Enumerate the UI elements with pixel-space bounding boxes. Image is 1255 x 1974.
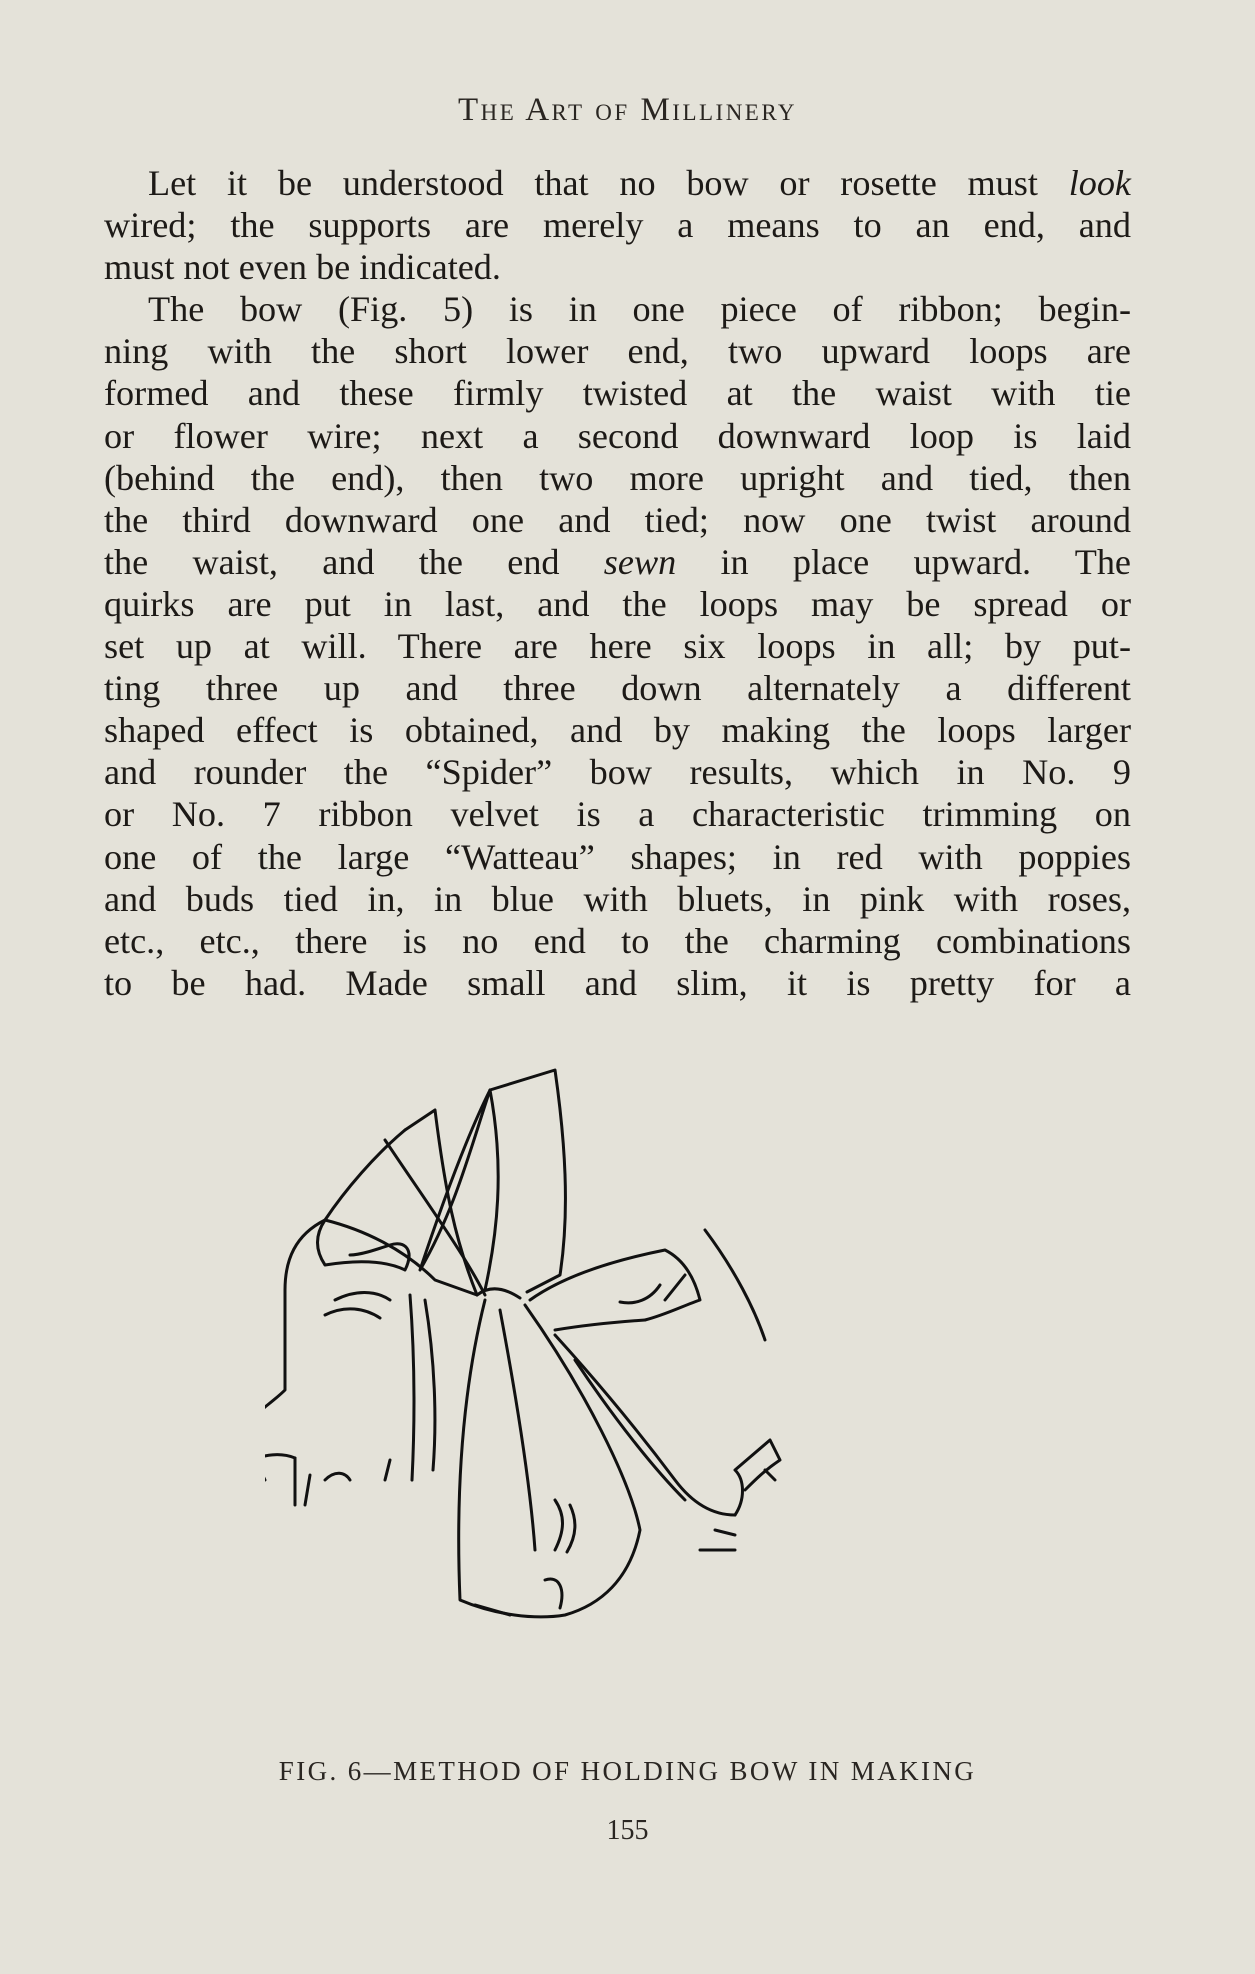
figure-caption: FIG. 6—METHOD OF HOLDING BOW IN MAKING [278,1756,977,1786]
text-run: must not even be indicated. [104,247,501,288]
left-hand-ribbon-end [410,1295,435,1480]
text-run: ting three up and three down alternately a different [104,668,1131,709]
text-line [104,162,1131,204]
text-run: formed and these firmly twisted at the waist with tie [104,373,1131,414]
text-line [104,625,1131,667]
text-run: quirks are put in last, and the loops may be spread or [104,583,1131,624]
text-line [104,541,1131,583]
text-line [104,920,1131,962]
text-line [104,499,1131,541]
text-run: The bow (Fig. 5) is in one piece of ribbon; begin- [148,289,1131,330]
text-run: (behind the end), then two more upright and tied, then [104,457,1131,498]
text-line [104,583,1131,625]
text-run: shaped effect is obtained, and by making the loops larger [104,710,1131,751]
text-line [104,246,1131,288]
emphasis-text: sewn [603,541,677,582]
text-line [104,751,1131,793]
bow-loop-inner [485,1090,498,1290]
text-line [104,415,1131,457]
text-run: etc., etc., there is no end to the charming combinations [104,920,1131,961]
text-line [104,709,1131,751]
right-hand-finger [555,1320,645,1330]
text-run: and rounder the “Spider” bow results, which in No. 9 [104,752,1131,793]
text-line [104,962,1131,1004]
right-hand-wrist [705,1230,765,1340]
text-line [104,204,1131,246]
body-text [104,162,1131,1004]
bow-loop-lower-tip [475,1579,562,1615]
text-run: the waist, and the end [104,541,604,582]
text-line [104,372,1131,414]
text-line [104,878,1131,920]
right-hand-back [530,1250,700,1320]
bow-loop-upper [490,1070,565,1292]
emphasis-text: look [1068,163,1131,203]
text-run: set up at will. There are here six loops in all; by put- [104,626,1131,667]
left-hand-outline [265,1220,325,1460]
text-run: Let it be understood that no bow or rosette must [148,163,1069,203]
text-run: ning with the short lower end, two upward loops are [104,331,1131,372]
text-line [104,667,1131,709]
running-head: The Art of Millinery [457,92,798,128]
left-hand-cuff-marks [265,1458,390,1505]
left-hand-fingers [325,1293,390,1319]
bow-loop-back [405,1110,477,1295]
text-run: to be had. Made small and slim, it is pretty for a [104,962,1131,1003]
left-hand-thumb [318,1220,410,1270]
bow-drawing [265,1060,990,1710]
bow-loop-lower [459,1300,640,1617]
bow-loop-left [325,1130,477,1295]
bow-loop-lower-fold [500,1310,535,1550]
page-number: 155 [606,1815,649,1846]
text-line [104,793,1131,835]
bow-fold-left [385,1140,485,1295]
text-run: or flower wire; next a second downward loop is laid [104,415,1131,456]
bow-loop-lower-crease [555,1500,575,1552]
text-line [104,457,1131,499]
text-run: or No. 7 ribbon velvet is a characteristic trimming on [104,794,1131,835]
text-run: in place upward. The [676,541,1131,582]
figure-bow-illustration [265,1060,990,1710]
text-run: the third downward one and tied; now one twist around [104,499,1131,540]
bow-loop-right-fold [575,1360,685,1500]
text-run: and buds tied in, in blue with bluets, in pink with roses, [104,878,1131,919]
text-line [104,330,1131,372]
right-hand-knuckles [620,1275,685,1303]
text-line [104,836,1131,878]
text-line [104,288,1131,330]
text-run: wired; the supports are merely a means to an end, and [104,205,1131,246]
text-run: one of the large “Watteau” shapes; in red with poppies [104,836,1131,877]
bow-loop-right-lower [555,1335,735,1515]
